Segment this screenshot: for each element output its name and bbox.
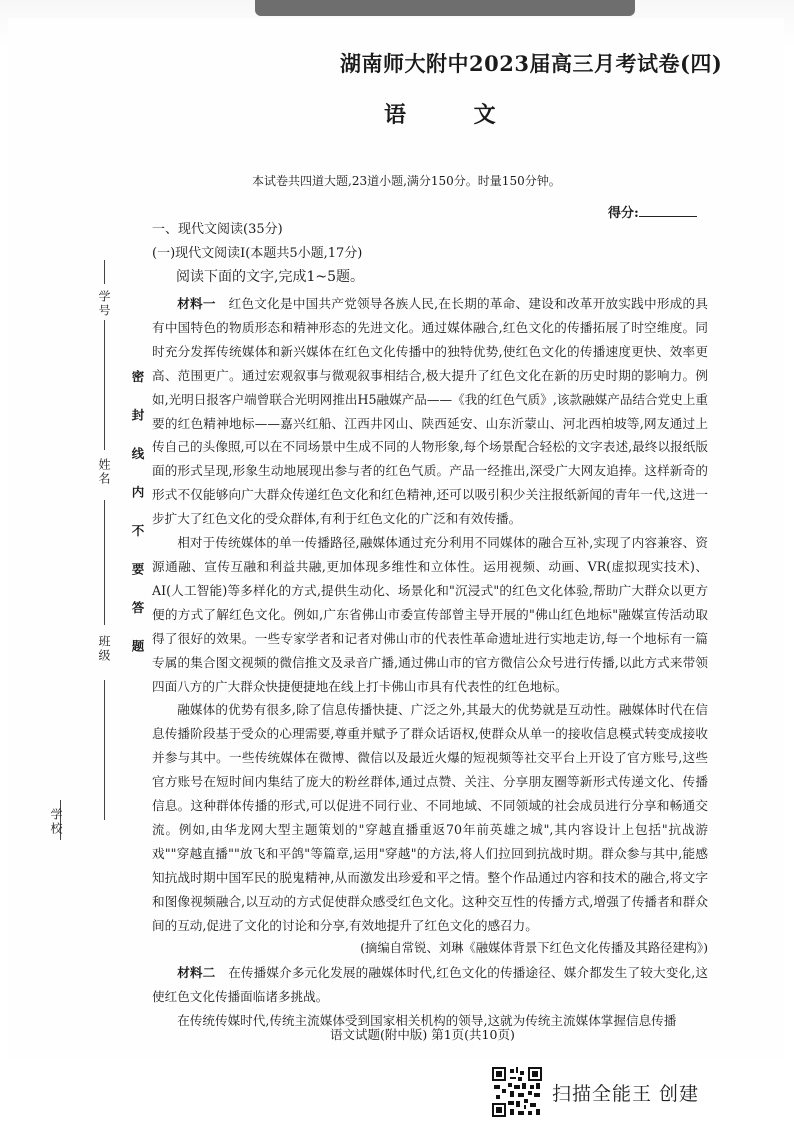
scanner-binder-clip [255, 0, 635, 16]
paragraph: 在传统传媒时代,传统主流媒体受到国家相关机构的领导,这就为传统主流媒体掌握信息传播 [177, 1013, 677, 1029]
material-label: 材料二 [177, 965, 216, 981]
qr-code-icon [492, 1067, 542, 1117]
field-class: 班级 [97, 635, 111, 663]
name-line[interactable] [104, 320, 105, 450]
subsection-heading: (一)现代文阅读Ⅰ(本题共5小题,17分) [152, 246, 363, 261]
paragraph: 相对于传统媒体的单一传播路径,融媒体通过充分利用不同媒体的融合互补,实现了内容兼容、资源通融、宣传互融和利益共融,更加体现多维性和立体性。运用视频、动画、VR(虚拟现实技术)、AI(人工智能)等多样化的方式,提供生动化、场景化和"沉浸式"的红色文化体验,帮助广大群众以更方便的方式了解红色文化。例如,广东省佛山市委宣传部曾主导开展的"佛山红色地标"融媒宣传活动取得了很好的效果。一些专家学者和记者对佛山市的代表性革命遗址进行实地走访,每一个地标有一篇专属的集合图文视频的微信推文及录音广播,通过佛山市的官方微信公众号进行传播,以此方式来带领四面八方的广大群众快捷便捷地在线上打卡佛山市具有代表性的红色地标。 [152, 535, 708, 694]
school-line[interactable] [104, 680, 105, 820]
paragraph [152, 961, 708, 1009]
score-label: 得分: [608, 206, 639, 221]
watermark-text: 扫描全能王 创建 [552, 1083, 700, 1105]
field-name: 姓名 [97, 458, 111, 486]
field-student-number: 学号 [97, 290, 111, 318]
scanner-watermark [492, 1067, 792, 1119]
exam-title: 湖南师大附中2023届高三月考试卷(四) [340, 51, 723, 76]
student-number-line[interactable] [104, 260, 105, 284]
subject-heading: 语 文 [384, 102, 526, 128]
paragraph: 融媒体的优势有很多,除了信息传播快捷、广泛之外,其最大的优势就是互动性。融媒体时代在信息传播阶段基于受众的心理需要,尊重并赋予了群众话语权,使群众从单一的接收信息模式转变成接收并参与其中。一些传统媒体在微博、微信以及最近火爆的短视频等社交平台上开设了官方账号,这些官方账号在短时间内集结了庞大的粉丝群体,通过点赞、关注、分享朋友圈等新形式传递文化、传播信息。这种群体传播的形式,可以促进不同行业、不同地域、不同领域的社会成员进行分享和畅通交流。例如,由华龙网大型主题策划的"穿越直播重返70年前英雄之城",其内容设计上包括"抗战游戏""穿越直播""放飞和平鸽"等篇章,运用"穿越"的方法,将人们拉回到抗战时期。群众参与其中,能感知抗战时期中国军民的脱鬼精神,从而激发出珍爱和平之情。整个作品通过内容和技术的融合,将文字和图像视频融合,以互动的方式促使群众感受红色文化。这种交互性的传播方式,增强了传播者和群众间的互动,促进了文化的讨论和分享,有效地提升了红色文化的感召力。 [152, 702, 708, 933]
score-blank[interactable] [639, 204, 697, 217]
page-footer: 语文试题(附中版) 第1页(共10页) [330, 1027, 515, 1042]
exam-info: 本试卷共四道大题,23道小题,满分150分。时量150分钟。 [252, 174, 561, 188]
reading-passage [152, 292, 708, 1033]
material-label: 材料一 [177, 296, 216, 311]
paragraph [152, 292, 708, 531]
field-school: 学校 [49, 808, 63, 836]
section-heading: 一、现代文阅读(35分) [152, 222, 283, 237]
class-line[interactable] [104, 500, 105, 625]
paragraph-text: 在传播媒介多元化发展的融媒体时代,红色文化的传播途径、媒介都发生了较大变化,这使红色文化传播面临诸多挑战。 [152, 965, 709, 1005]
source-citation: (摘编自常锐、刘琳《融媒体背景下红色文化传播及其路径建构》) [360, 941, 708, 956]
seal-line-warning: 密封线内不要答题 [130, 370, 145, 678]
instruction: 阅读下面的文字,完成1~5题。 [176, 269, 364, 285]
score-field[interactable] [608, 202, 697, 221]
paragraph-text: 红色文化是中国共产党领导各族人民,在长期的革命、建设和改革开放实践中形成的具有中国特色的物质形态和精神形态的先进文化。通过媒体融合,红色文化的传播拓展了时空维度。同时充分发挥传统媒体和新兴媒体在红色文化传播中的独特优势,使红色文化的传播速度更快、效率更高、范围更广。通过宏观叙事与微观叙事相结合,极大提升了红色文化在新的历史时期的影响力。例如,光明日报客户端曾联合光明网推出H5融媒产品——《我的红色气质》,该款融媒产品结合党史上重要的红色精神地标——嘉兴红船、江西井冈山、陕西延安、山东沂蒙山、河北西柏坡等,网友通过上传自己的头像照,可以在不同场景中生成不同的人物形象,每个场景配合轻松的文字表述,最终以报纸版面的形式呈现,形象生动地展现出参与者的红色气质。产品一经推出,深受广大网友追捧。这样新奇的形式不仅能够向广大群众传递红色文化和红色精神,还可以吸引积少关注报纸新闻的青年一代,这进一步扩大了红色文化的受众群体,有利于红色文化的广泛和有效传播。 [152, 296, 708, 527]
